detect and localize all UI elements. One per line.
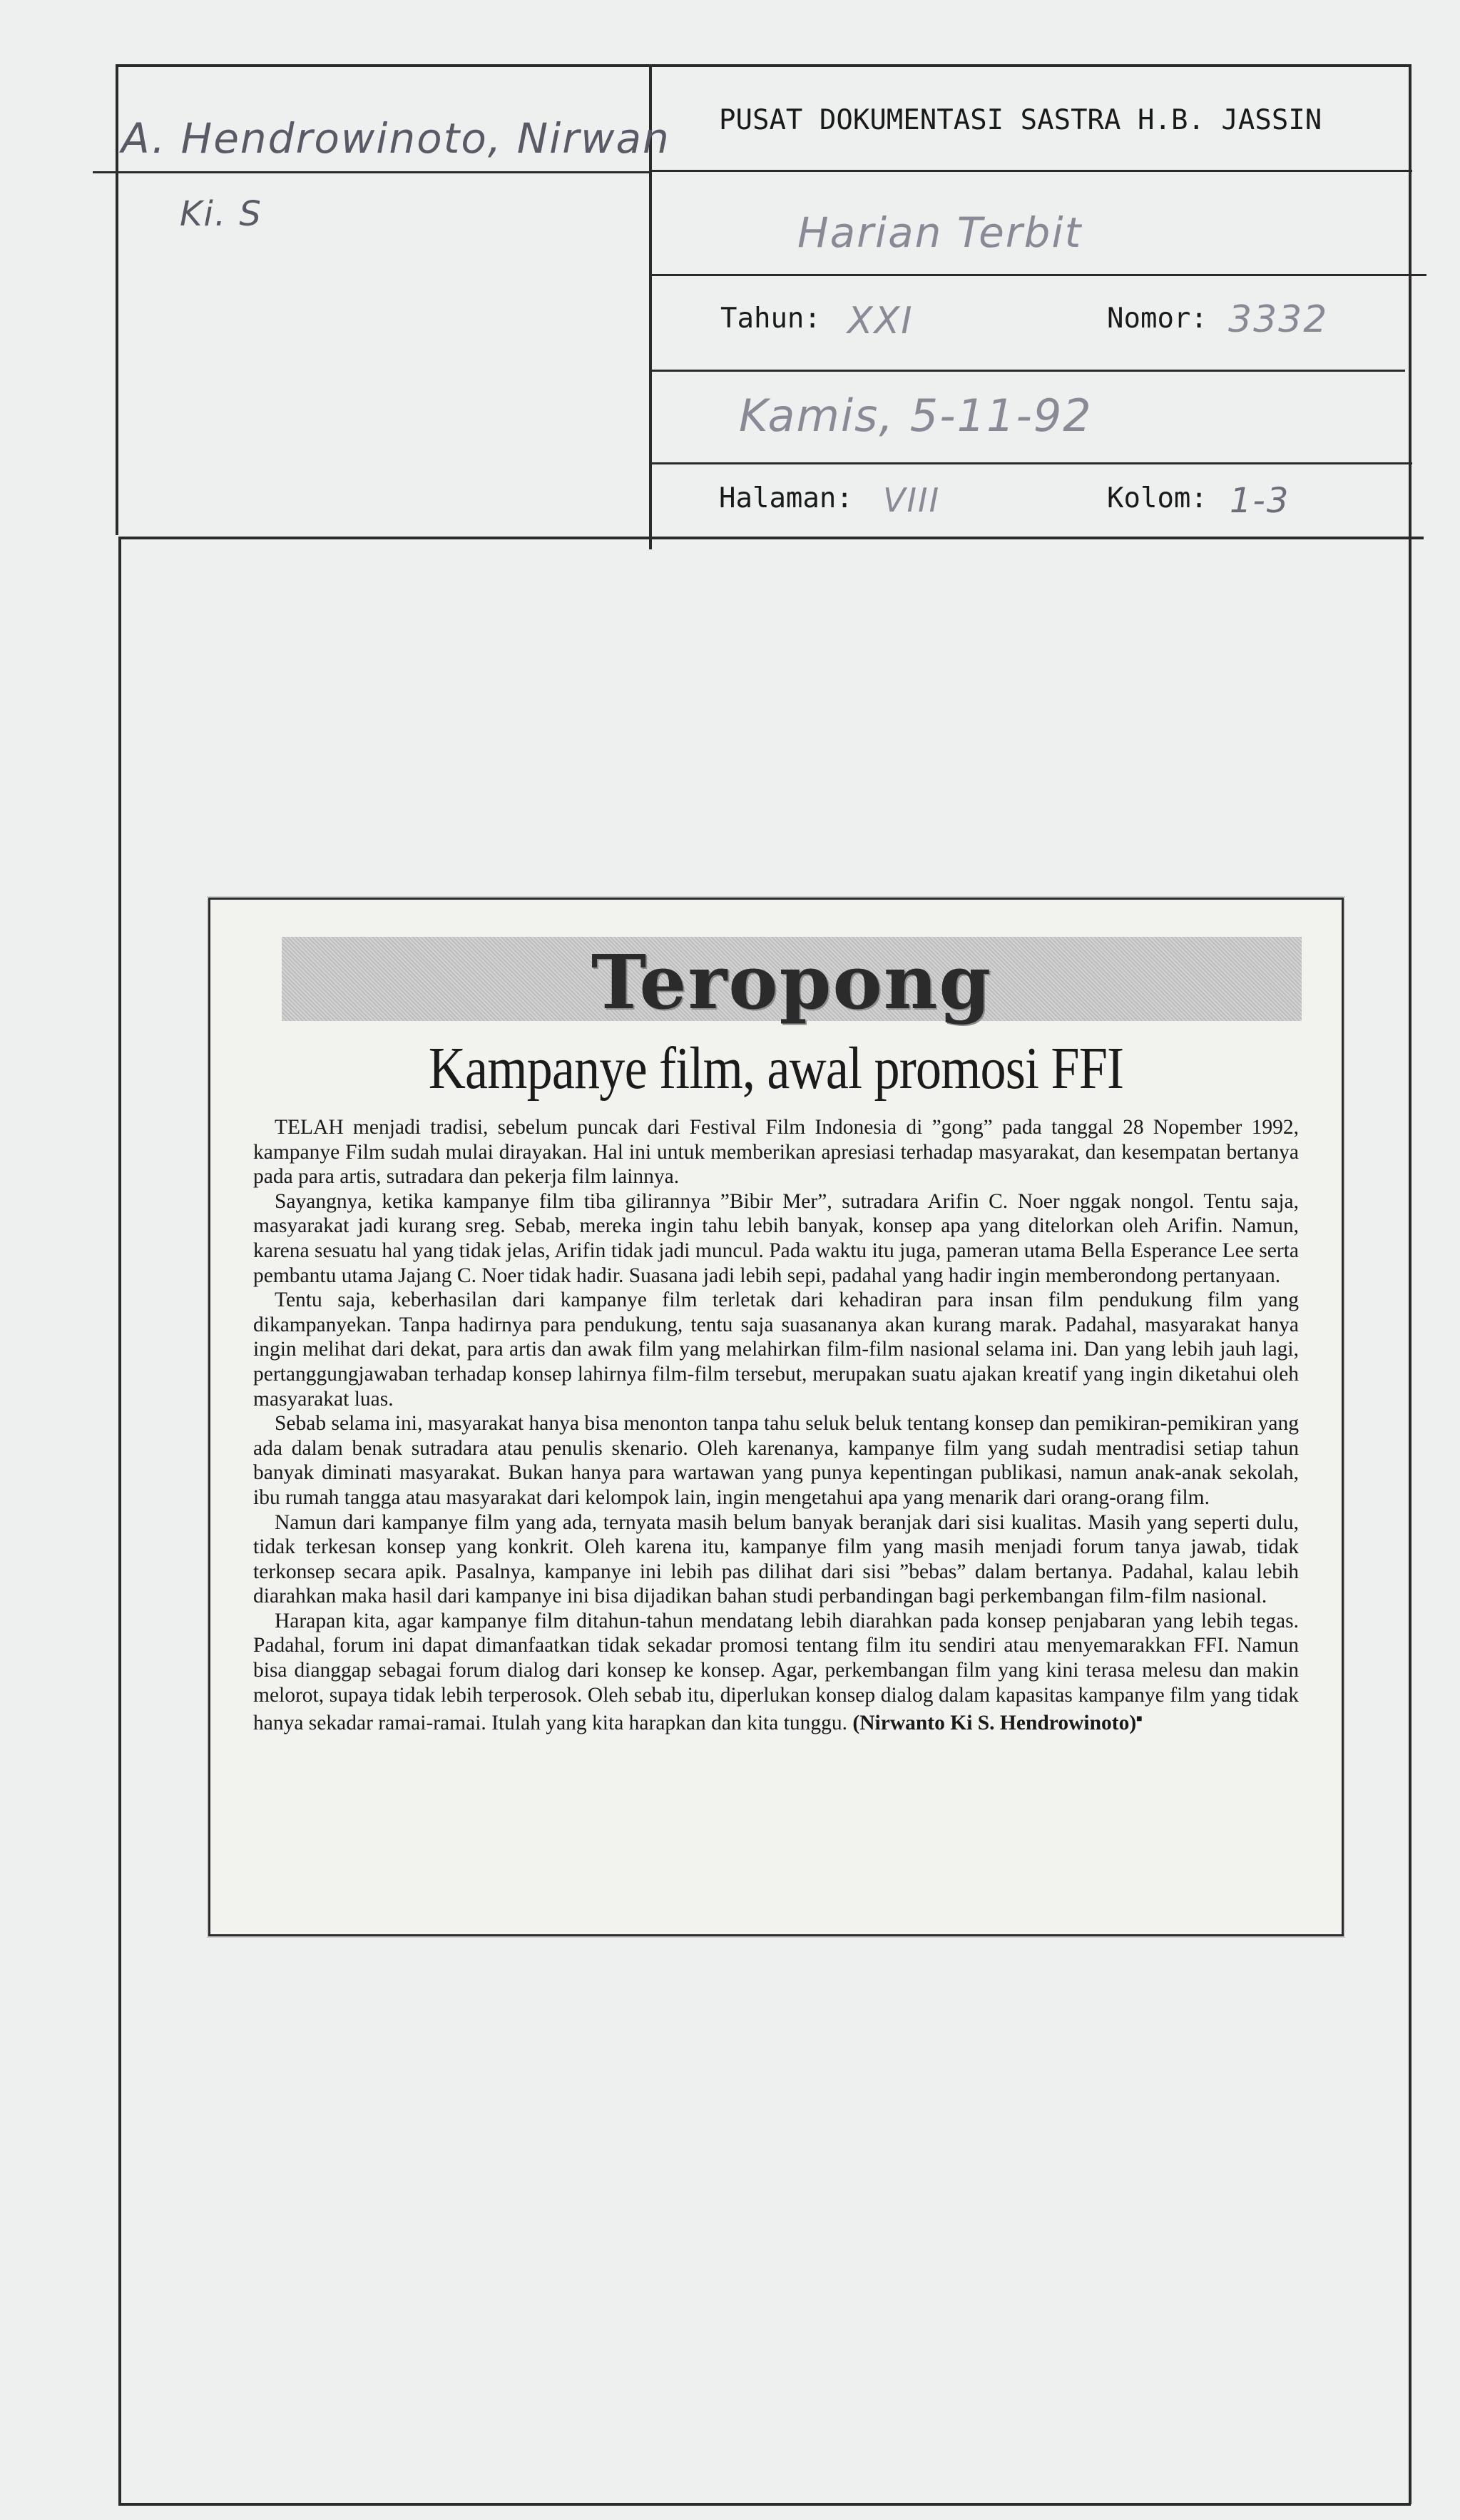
article-headline: Kampanye film, awal promosi FFI — [428, 1035, 1124, 1102]
article-paragraph-text: Harapan kita, agar kampanye film ditahun-tahun mendatang lebih diarahkan pada konsep penjabaran yang lebih tegas. Padahal, forum ini dapat dimanfaatkan tidak sekadar promosi tentang film itu sendiri atau menyemarakkan FFI. Namun bisa dianggap sebagai forum dialog dari konsep ke konsep. Agar, perkembangan film yang kini terasa melesu dan makin melorot, supaya tidak lebih terperosok. Oleh sebab itu, diperlukan konsep dialog dalam kapasitas kampanye film yang tidak hanya sekadar ramai-ramai. Itulah yang kita harapkan dan kita tunggu. — [253, 1609, 1299, 1735]
article-paragraph: Namun dari kampanye film yang ada, ternyata masih belum banyak beranjak dari sisi kualitas. Masih yang seperti dulu, tidak terkesan konsep yang konkrit. Oleh karena itu, kampanye film yang masih menjadi forum tanya jawab, tidak terkonsep secara apik. Pasalnya, kampanye ini lebih pas dilihat dari sisi ”bebas” dalam bertanya. Padahal, kalau lebih diarahkan maka hasil dari kampanye ini bisa dijadikan bahan studi perbandingan bagi perkembangan film-film nasional. — [253, 1510, 1299, 1608]
header-row-line-4 — [649, 462, 1412, 464]
article-paragraph: Sayangnya, ketika kampanye film tiba gilirannya ”Bibir Mer”, sutradara Arifin C. Noer nggak nongol. Tentu saja, masyarakat jadi kurang sreg. Sebab, mereka ingin tahu lebih banyak, konsep apa yang ditelorkan oleh Arifin. Namun, karena sesuatu hal yang tidak jelas, Arifin tidak jadi muncul. Pada waktu itu juga, pameran utama Bella Esperance Lee serta pembantu utama Jajang C. Noer tidak hadir. Suasana jadi lebih sepi, padahal yang hadir ingin memberondong pertanyaan. — [253, 1189, 1299, 1287]
article-byline: (Nirwanto Ki S. Hendrowinoto) — [852, 1712, 1137, 1735]
frame-left-line — [116, 64, 118, 535]
article-body — [253, 1115, 1299, 1736]
nomor-label: Nomor: — [1107, 303, 1208, 335]
author-handwritten-line2: Ki. S — [180, 194, 262, 234]
article-paragraph-last — [253, 1609, 1299, 1736]
clipping-content — [232, 914, 1320, 1920]
tahun-value: XXI — [847, 300, 914, 342]
date-handwritten: Kamis, 5-11-92 — [739, 390, 1093, 442]
kolom-value: 1-3 — [1230, 481, 1290, 521]
header-row-line-1 — [649, 170, 1412, 172]
header-row-line-2 — [649, 274, 1426, 276]
article-paragraph: Sebab selama ini, masyarakat hanya bisa menonton tanpa tahu seluk beluk tentang konsep dan pemikiran-pemikiran yang ada dalam benak sutradara atau penulis skenario. Oleh karenanya, kampanye film yang sudah mentradisi setiap tahun banyak diminati masyarakat. Bukan hanya para wartawan yang punya kepentingan publikasi, namun anak-anak sekolah, ibu rumah tangga atau masyarakat dari kelompok lain, ingin mengetahui apa yang menarik dari orang-orang film. — [253, 1412, 1299, 1509]
article-paragraph: Tentu saja, keberhasilan dari kampanye film terletak dari kehadiran para insan film pendukung film yang dikampanyekan. Tanpa hadirnya para pendukung, tentu saja suasananya akan kurang marak. Padahal, masyarakat hanya ingin melihat dari dekat, para artis dan awak film yang melahirkan film-film nasional selama ini. Dan yang lebih jauh lagi, pertanggungjawaban terhadap konsep lahirnya film-film tersebut, merupakan suatu ajakan kreatif yang ingin diketahui oleh masyarakat luas. — [253, 1289, 1299, 1411]
publication-handwritten: Harian Terbit — [797, 208, 1083, 257]
rubric-title: Teropong — [591, 938, 993, 1026]
frame-top-line — [116, 64, 1410, 67]
kolom-label: Kolom: — [1107, 482, 1208, 514]
halaman-value: VIII — [883, 481, 941, 519]
tahun-label: Tahun: — [720, 303, 821, 335]
author-handwritten: A. Hendrowinoto, Nirwan — [121, 114, 670, 163]
end-mark-icon: ■ — [1136, 1714, 1143, 1725]
article-paragraph: TELAH menjadi tradisi, sebelum puncak dari Festival Film Indonesia di ”gong” pada tanggal 28 Nopember 1992, kampanye Film sudah mulai dirayakan. Hal ini untuk memberikan apresiasi terhadap masyarakat, dan kesempatan bertanya pada para artis, sutradara dan pekerja film lainnya. — [253, 1116, 1299, 1189]
rubric-banner — [282, 937, 1302, 1026]
institution-name: PUSAT DOKUMENTASI SASTRA H.B. JASSIN — [719, 104, 1322, 136]
body-left-line — [118, 537, 121, 2506]
author-underline — [93, 171, 650, 173]
frame-bottom-line — [118, 2503, 1411, 2506]
halaman-label: Halaman: — [719, 482, 853, 514]
newspaper-clipping — [208, 898, 1344, 1936]
header-bottom-line — [118, 537, 1424, 539]
frame-right-line — [1409, 64, 1411, 2504]
header-row-line-3 — [649, 370, 1405, 372]
nomor-value: 3332 — [1228, 298, 1329, 341]
